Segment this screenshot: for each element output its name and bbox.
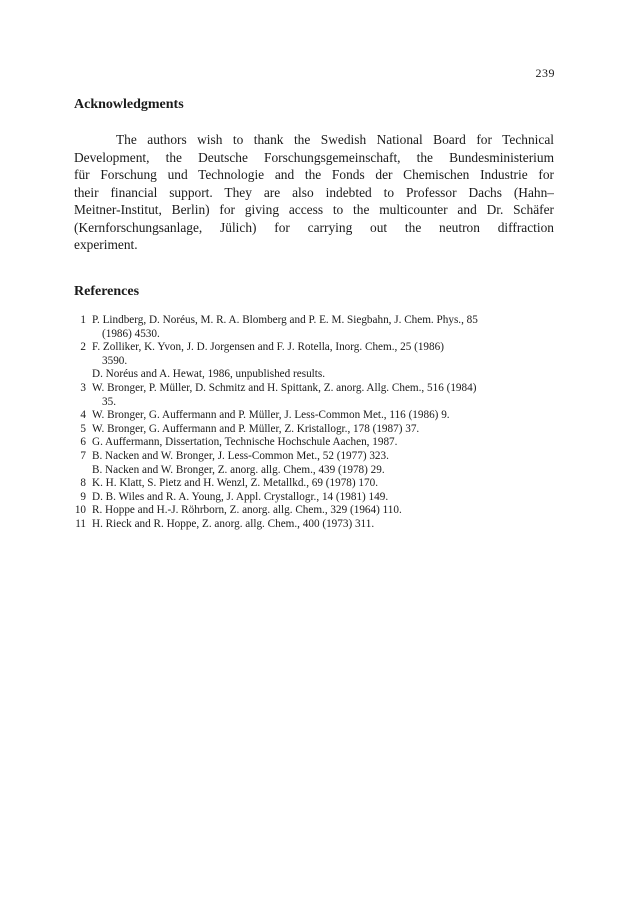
reference-text: W. Bronger, G. Auffermann and P. Müller, J. Less-Common Met., 116 (1986) 9.: [92, 409, 450, 422]
reference-number: 1: [80, 314, 86, 326]
reference-text: H. Rieck and R. Hoppe, Z. anorg. allg. Chem., 400 (1973) 311.: [92, 517, 375, 530]
paragraph-line: The authors wish to thank the Swedish National Board for Technical: [116, 132, 554, 147]
reference-item: [74, 504, 564, 518]
reference-item: [74, 368, 564, 382]
acknowledgments-paragraph: [74, 131, 554, 254]
reference-text: P. Lindberg, D. Noréus, M. R. A. Blomberg and P. E. M. Siegbahn, J. Chem. Phys., 85: [92, 314, 478, 326]
reference-number: 5: [80, 422, 86, 435]
reference-text: W. Bronger, G. Auffermann and P. Müller, Z. Kristallogr., 178 (1987) 37.: [92, 422, 420, 435]
reference-item: [74, 450, 564, 464]
reference-text: (1986) 4530.: [102, 327, 160, 340]
reference-item: [74, 477, 564, 491]
references-heading: References: [74, 284, 140, 299]
reference-number: 7: [80, 449, 86, 462]
reference-number: 8: [80, 477, 86, 490]
acknowledgments-heading: Acknowledgments: [74, 97, 184, 112]
reference-text: K. H. Klatt, S. Pietz and H. Wenzl, Z. Metallkd., 69 (1978) 170.: [92, 477, 378, 490]
reference-item: [74, 464, 564, 478]
reference-number: 3: [80, 381, 86, 394]
reference-item: [74, 409, 564, 423]
paragraph-line: experiment.: [74, 237, 138, 252]
reference-number: 2: [80, 341, 86, 354]
reference-item: [74, 423, 564, 437]
paragraph-line: their financial support. They are also indebted to Professor Dachs (Hahn–: [74, 184, 554, 200]
reference-item: [74, 314, 564, 341]
paragraph-line: Development, the Deutsche Forschungsgemeinschaft, the Bundesministerium: [74, 149, 554, 165]
reference-text: B. Nacken and W. Bronger, Z. anorg. allg. Chem., 439 (1978) 29.: [92, 463, 385, 476]
reference-number: 9: [80, 490, 86, 503]
reference-number: 6: [80, 436, 86, 449]
reference-text: D. B. Wiles and R. A. Young, J. Appl. Crystallogr., 14 (1981) 149.: [92, 490, 389, 503]
reference-text: F. Zolliker, K. Yvon, J. D. Jorgensen and F. J. Rotella, Inorg. Chem., 25 (1986): [92, 341, 444, 354]
reference-number: 11: [75, 517, 86, 530]
page-number: 239: [535, 66, 555, 80]
reference-number: 4: [80, 409, 86, 422]
reference-item: [74, 518, 564, 532]
reference-text: G. Auffermann, Dissertation, Technische Hochschule Aachen, 1987.: [92, 436, 398, 449]
reference-item: [74, 382, 564, 409]
reference-item: [74, 341, 564, 368]
paragraph-line: Meitner-Institut, Berlin) for giving access to the multicounter and Dr. Schäfer: [74, 202, 554, 217]
reference-text: W. Bronger, P. Müller, D. Schmitz and H. Spittank, Z. anorg. Allg. Chem., 516 (1984): [92, 381, 477, 394]
reference-text: 35.: [102, 395, 116, 408]
reference-list: [74, 314, 564, 532]
reference-item: [74, 491, 564, 505]
reference-item: [74, 436, 564, 450]
paragraph-line: (Kernforschungsanlage, Jülich) for carrying out the neutron diffraction: [74, 219, 554, 235]
reference-text: R. Hoppe and H.-J. Röhrborn, Z. anorg. allg. Chem., 329 (1964) 110.: [92, 504, 402, 517]
reference-number: 10: [74, 504, 86, 517]
paragraph-line: für Forschung und Technologie and the Fonds der Chemischen Industrie for: [74, 167, 554, 182]
reference-text: D. Noréus and A. Hewat, 1986, unpublished results.: [92, 368, 326, 381]
reference-text: 3590.: [102, 354, 128, 367]
reference-text: B. Nacken and W. Bronger, J. Less-Common Met., 52 (1977) 323.: [92, 449, 389, 462]
